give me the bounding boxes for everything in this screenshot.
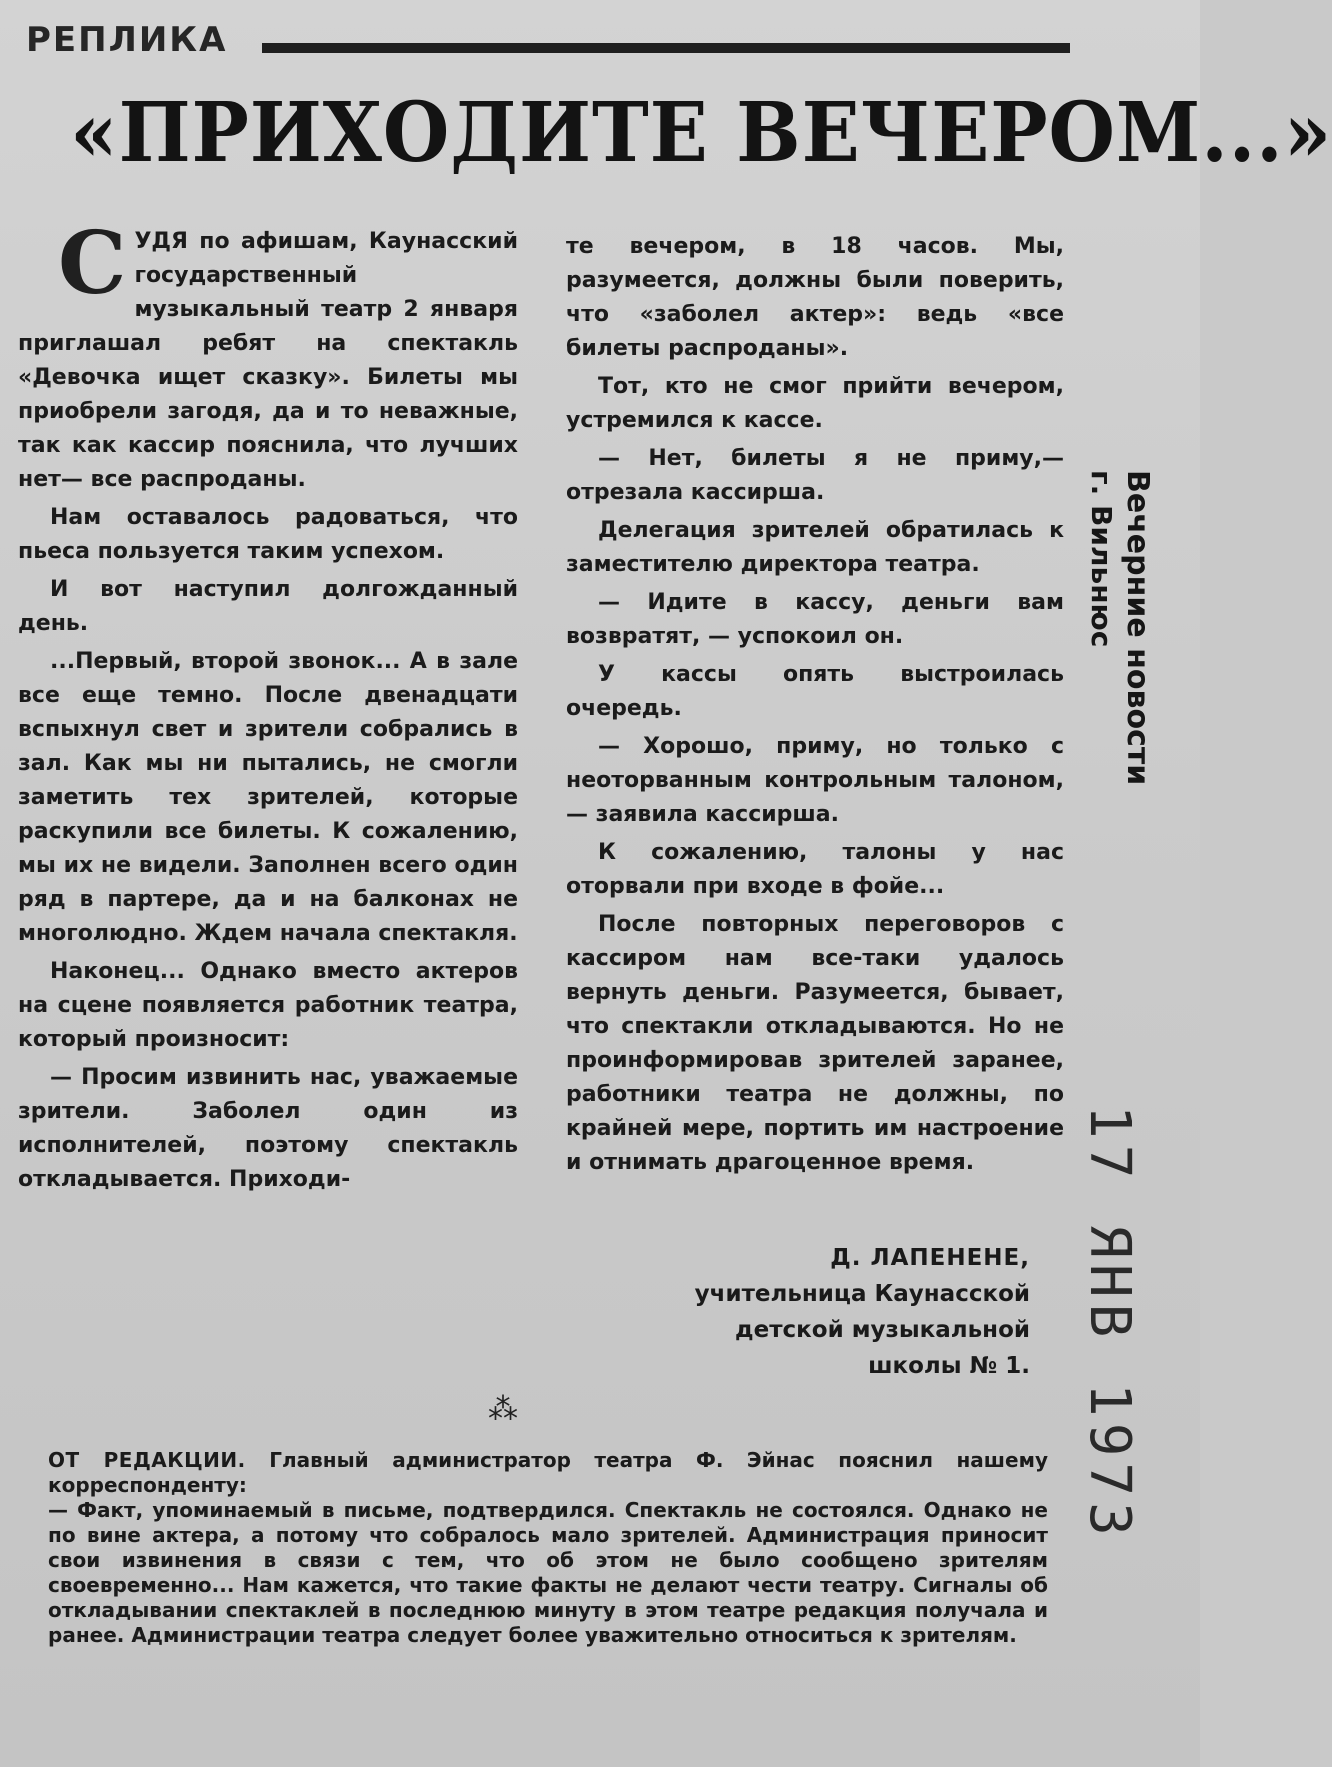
source-newspaper-label: [1085, 470, 1155, 785]
editorial-body: — Факт, упоминаемый в письме, подтвердился. Спектакль не состоялся. Однако не по вине актера, а потому что собралось мало зрителей. Администрация приносит свои извинения в связи с тем, что об этом не было сообщено зрителям своевременно... Нам кажется, что такие факты не делают чести театру. Сигналы об откладывании спектаклей в последнюю минуту в этом театре редакция получала и ранее. Администрации театра следует более уважительно относиться к зрителям.: [48, 1498, 1048, 1647]
paragraph: Тот, кто не смог прийти вечером, устремился к кассе.: [566, 374, 1064, 433]
paragraph: — Нет, билеты я не приму,— отрезала кассирша.: [566, 446, 1064, 505]
editorial-intro: Главный администратор театра Ф. Эйнас пояснил нашему корреспонденту:: [48, 1448, 1048, 1497]
paragraph: те вечером, в 18 часов. Мы, разумеется, должны были поверить, что «заболел актер»: ведь «все билеты распроданы».: [566, 234, 1064, 361]
paragraph: К сожалению, талоны у нас оторвали при входе в фойе...: [566, 840, 1064, 899]
paragraph: После повторных переговоров с кассиром нам все-таки удалось вернуть деньги. Разумеется, бывает, что спектакли откладываются. Но не проинформировав зрителей заранее, работники театра не должны, по крайней мере, портить им настроение и отнимать драгоценное время.: [566, 912, 1064, 1175]
article-left-column: [18, 213, 518, 1201]
newspaper-city: г. Вильнюс: [1085, 470, 1118, 648]
author-title-line: детской музыкальной: [735, 1317, 1030, 1343]
headline: «ПРИХОДИТЕ ВЕЧЕРОМ...»: [70, 85, 1332, 181]
article-right-column: [566, 230, 1064, 1184]
paragraph: Делегация зрителей обратилась к заместителю директора театра.: [566, 518, 1064, 577]
author-title-line: школы № 1.: [868, 1353, 1030, 1379]
author-title-line: учительница Каунасской: [694, 1281, 1030, 1307]
paragraph: — Идите в кассу, деньги вам возвратят, — успокоил он.: [566, 590, 1064, 649]
rubric-rule: [262, 43, 1070, 53]
paragraph: Нам оставалось радоваться, что пьеса пользуется таким успехом.: [18, 505, 518, 564]
paragraph: — Хорошо, приму, но только с неоторванным контрольным талоном, — заявила кассирша.: [566, 734, 1064, 827]
author-signature: [600, 1240, 1030, 1384]
date-stamp: 17 ЯНВ 1973: [1077, 1105, 1142, 1542]
paragraph: ...Первый, второй звонок... А в зале все еще темно. После двенадцати вспыхнул свет и зрители собрались в зал. Как мы ни пытались, не смогли заметить тех зрителей, которые раскупили все билеты. К сожалению, мы их не видели. Заполнен всего один ряд в партере, да и на балконах не многолюдно. Ждем начала спектакля.: [18, 649, 518, 946]
drop-cap: С: [58, 213, 127, 314]
rubric-label: РЕПЛИКА: [26, 20, 228, 60]
asterism-divider: ⁂: [488, 1392, 520, 1427]
paragraph: — Просим извинить нас, уважаемые зрители. Заболел один из исполнителей, поэтому спектакль откладывается. Приходи-: [18, 1065, 518, 1192]
newspaper-name: Вечерние новости: [1120, 470, 1155, 786]
author-name: Д. ЛАПЕНЕНЕ,: [830, 1245, 1030, 1271]
paragraph: УДЯ по афишам, Каунасский государственный музыкальный театр 2 января приглашал ребят на спектакль «Девочка ищет сказку». Билеты мы приобрели загодя, да и то неважные, так как кассир пояснила, что лучших нет— все распроданы.: [18, 229, 518, 492]
paragraph: И вот наступил долгожданный день.: [18, 577, 518, 636]
editorial-note: [48, 1448, 1048, 1648]
paragraph: У кассы опять выстроилась очередь.: [566, 662, 1064, 721]
editorial-lead: ОТ РЕДАКЦИИ.: [48, 1448, 246, 1472]
paragraph: Наконец... Однако вместо актеров на сцене появляется работник театра, который произносит:: [18, 959, 518, 1052]
